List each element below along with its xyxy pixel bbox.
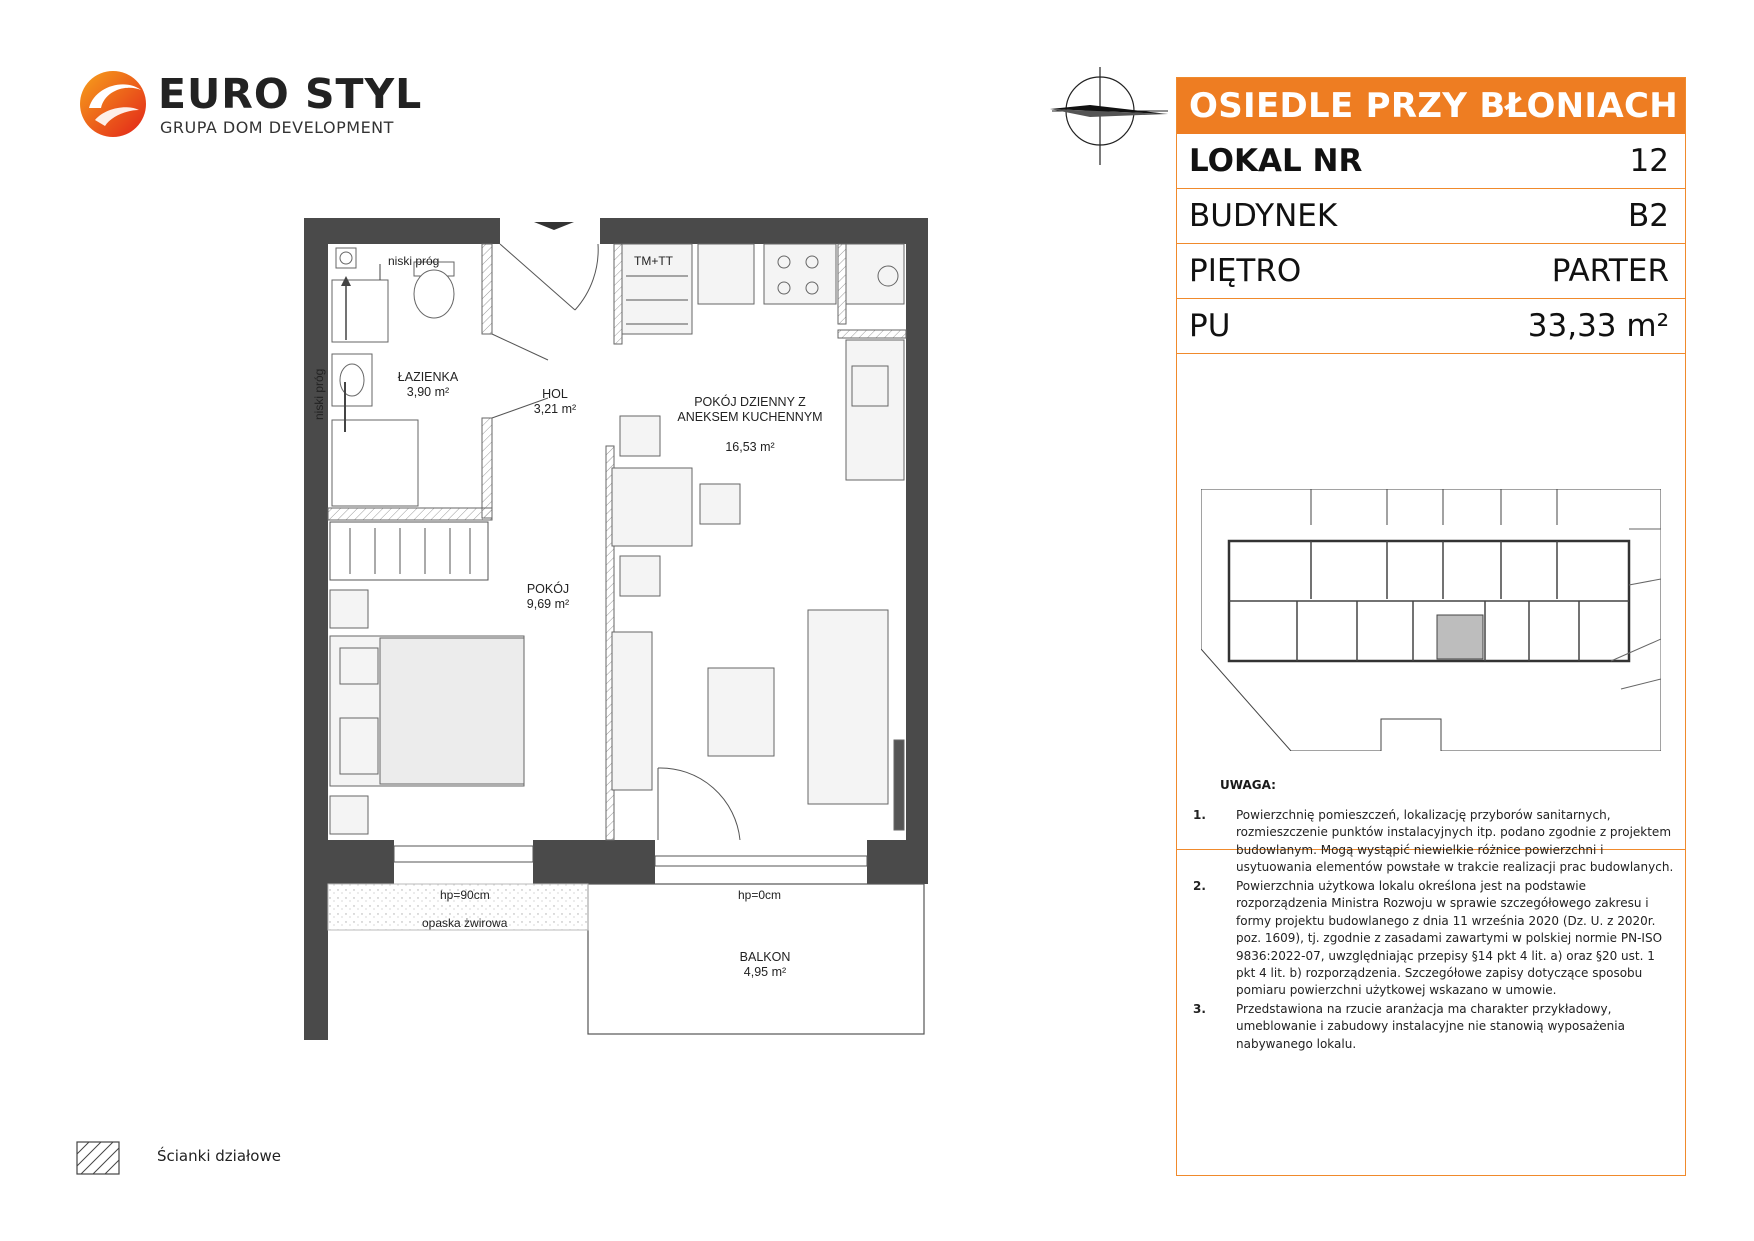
- info-label: LOKAL NR: [1189, 143, 1363, 179]
- gravel-label: opaska żwirowa: [422, 916, 508, 930]
- note-number: 2.: [1193, 879, 1206, 893]
- wardrobe: [330, 522, 488, 580]
- legend-label: Ścianki działowe: [157, 1147, 281, 1165]
- brand-subtitle: GRUPA DOM DEVELOPMENT: [160, 118, 394, 137]
- info-label: PU: [1189, 308, 1231, 344]
- room-area: 3,90 m²: [406, 385, 450, 399]
- note-number: 3.: [1193, 1002, 1206, 1016]
- room-name: POKÓJ: [526, 582, 570, 596]
- room-area: 4,95 m²: [743, 965, 787, 979]
- info-panel: [1176, 77, 1686, 1176]
- low-threshold-label: niski próg: [312, 368, 326, 420]
- compass-icon: [1050, 65, 1170, 170]
- info-row-area: [1177, 299, 1685, 354]
- info-row-unit: [1177, 134, 1685, 189]
- info-row-floor: [1177, 244, 1685, 299]
- room-name: ŁAZIENKA: [397, 370, 459, 384]
- room-balcony: [720, 950, 810, 980]
- room-bedroom: [508, 582, 588, 612]
- window-height-label: hp=90cm: [440, 888, 490, 902]
- info-value: PARTER: [1551, 253, 1669, 289]
- note-text: Powierzchnia użytkowa lokalu określona jest na podstawie rozporządzenia Ministra Rozwoju w sprawie szczegółowego zakresu i formy projektu budowlanego z dnia 11 września 2020 (Dz. U. z 2020r. poz. 1609), tj. zgodnie z zasadami zawartymi w polskiej normie PN-ISO 9836:2022-07, uwzględniając przepisy §14 pkt 4 lit. a) oraz §20 ust. 1 pkt 4 lit. b) rozporządzenia. Szczegółowe zapisy dotyczące sposobu pomiaru powierzchni użytkowej wskazano w umowie.: [1236, 879, 1663, 998]
- room-area: 9,69 m²: [526, 597, 570, 611]
- info-value: 12: [1629, 143, 1669, 179]
- note-number: 1.: [1193, 808, 1206, 822]
- info-label: BUDYNEK: [1189, 198, 1338, 234]
- note-text: Powierzchnię pomieszczeń, lokalizację przyborów sanitarnych, rozmieszczenie punktów instalacyjnych itp. podano zgodnie z projektem budowlanym. Mogą wystąpić niewielkie różnice powierzchni i usytuowania elementów powstałe w trakcie realizacji prac budowlanych.: [1236, 808, 1674, 875]
- info-value: 33,33 m²: [1527, 308, 1669, 344]
- room-area: 3,21 m²: [533, 402, 577, 416]
- note-text: Przedstawiona na rzucie aranżacja ma charakter przykładowy, umeblowanie i zabudowy instalacyjne nie stanowią wyposażenia nabywanego lokalu.: [1236, 1002, 1625, 1051]
- site-plan: [1201, 489, 1661, 751]
- info-row-building: [1177, 189, 1685, 244]
- partition-legend-icon: [76, 1141, 120, 1175]
- highlighted-unit: [1437, 615, 1483, 659]
- project-title: OSIEDLE PRZY BŁONIACH: [1177, 78, 1685, 134]
- info-value: B2: [1628, 198, 1669, 234]
- room-bathroom: [378, 370, 478, 400]
- low-threshold-label: niski próg: [388, 254, 440, 268]
- room-name: HOL: [542, 387, 568, 401]
- window-height-label: hp=0cm: [738, 888, 782, 902]
- info-label: PIĘTRO: [1189, 253, 1302, 289]
- bedroom-furniture: [330, 590, 524, 834]
- room-name: POKÓJ DZIENNY Z ANEKSEM KUCHENNYM: [677, 395, 823, 424]
- notes-heading: UWAGA:: [1220, 778, 1276, 792]
- room-living: [660, 380, 840, 470]
- brand-name: EURO STYL: [158, 70, 423, 118]
- room-hall: [515, 387, 595, 417]
- tm-tt-label: TM+TT: [634, 254, 673, 268]
- room-area: 16,53 m²: [725, 440, 775, 454]
- room-name: BALKON: [739, 950, 791, 964]
